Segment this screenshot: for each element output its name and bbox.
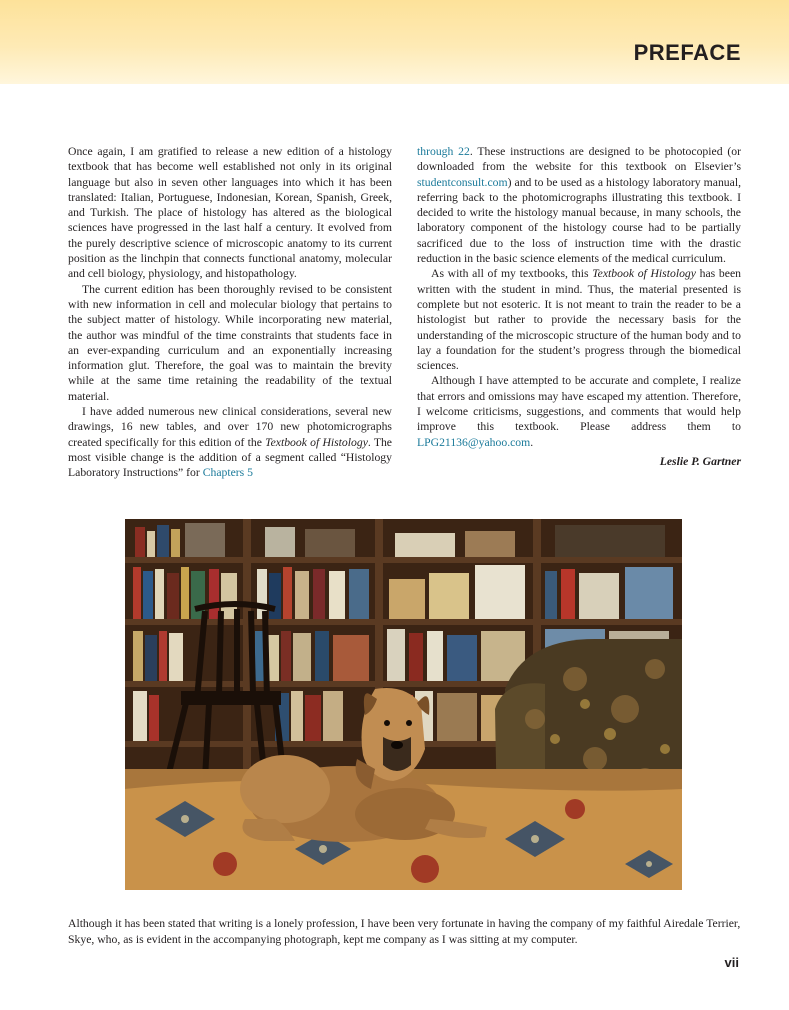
dog-library-photo — [125, 519, 682, 890]
left-column — [68, 144, 392, 481]
paragraph: through 22. These instructions are designed to be photocopied (or downloaded from the website for this textbook on Elsevier’s studentconsult.com) and to be used as a histology laboratory manual, referring back to the photomicrographs illustrating this textbook. I decided to write the histology manual because, in many schools, the laboratory component of the histology course had to be partially sacrificed due to the loss of instruction time with the drastic reduction in the basic science elements of the medical curriculum. — [417, 145, 741, 266]
author-signature: Leslie P. Gartner — [659, 455, 741, 468]
paragraph: The current edition has been thoroughly revised to be consistent with new information in cell and molecular biology that pertains to the subject matter of histology. While incorporating new material, the author was mindful of the time constraints that students face in an ever-expanding curriculum and an exponentially increasing information glut. Therefore, the goal was to maintain the brevity while at the same time retaining the readability of the textual material. — [68, 282, 392, 403]
paragraph: I have added numerous new clinical considerations, several new drawings, 16 new tables, and over 170 new photomicrographs created specifically for this edition of the Textbook of Histology. The most visible change is the addition of a segment called “Histology Laboratory Instructions” for Chapters 5 — [68, 405, 392, 480]
page-number: vii — [724, 955, 739, 970]
right-column — [417, 144, 741, 450]
studentconsult-link[interactable]: studentconsult.com — [417, 175, 508, 189]
book-title-italic: Textbook of Histology — [592, 267, 696, 281]
paragraph: Although I have attempted to be accurate and complete, I realize that errors and omissions may have escaped my attention. Therefore, I welcome criticisms, suggestions, and comments that would help improve this textbook. Please address them to LPG21136@yahoo.com. — [417, 374, 741, 449]
chapters-link-continued[interactable]: through 22 — [417, 145, 470, 158]
email-link[interactable]: LPG21136@yahoo.com — [417, 435, 531, 449]
paragraph: As with all of my textbooks, this Textbook of Histology has been written with the student in mind. Thus, the material presented is complete but not esoteric. It is not meant to train the reader to be a histologist but rather to provide the necessary basis for the understanding of the microscopic structure of the human body and to lay a foundation for the student’s progress through the biomedical sciences. — [417, 267, 741, 373]
chapters-link[interactable]: Chapters 5 — [202, 466, 253, 480]
page-title: PREFACE — [633, 40, 741, 65]
photo-caption: Although it has been stated that writing is a lonely profession, I have been very fortunate in having the company of my faithful Airedale Terrier, Skye, who, as is evident in the accompanying photograph, kept me company as I was sitting at my computer. — [68, 917, 741, 946]
book-title-italic: Textbook of Histology — [265, 435, 368, 449]
paragraph: Once again, I am gratified to release a new edition of a histology textbook that has become well established not only in its original language but also in seven other languages into which it has been translated: Italian, Portuguese, Indonesian, Korean, Spanish, Greek, and Turkish. The place of histology has altered as the biological sciences have progressed in the last half a century. It evolved from the purely descriptive science of microscopic anatomy to its current position as the linchpin that connects functional anatomy, molecular and cell biology, physiology, and histopathology. — [68, 145, 392, 281]
